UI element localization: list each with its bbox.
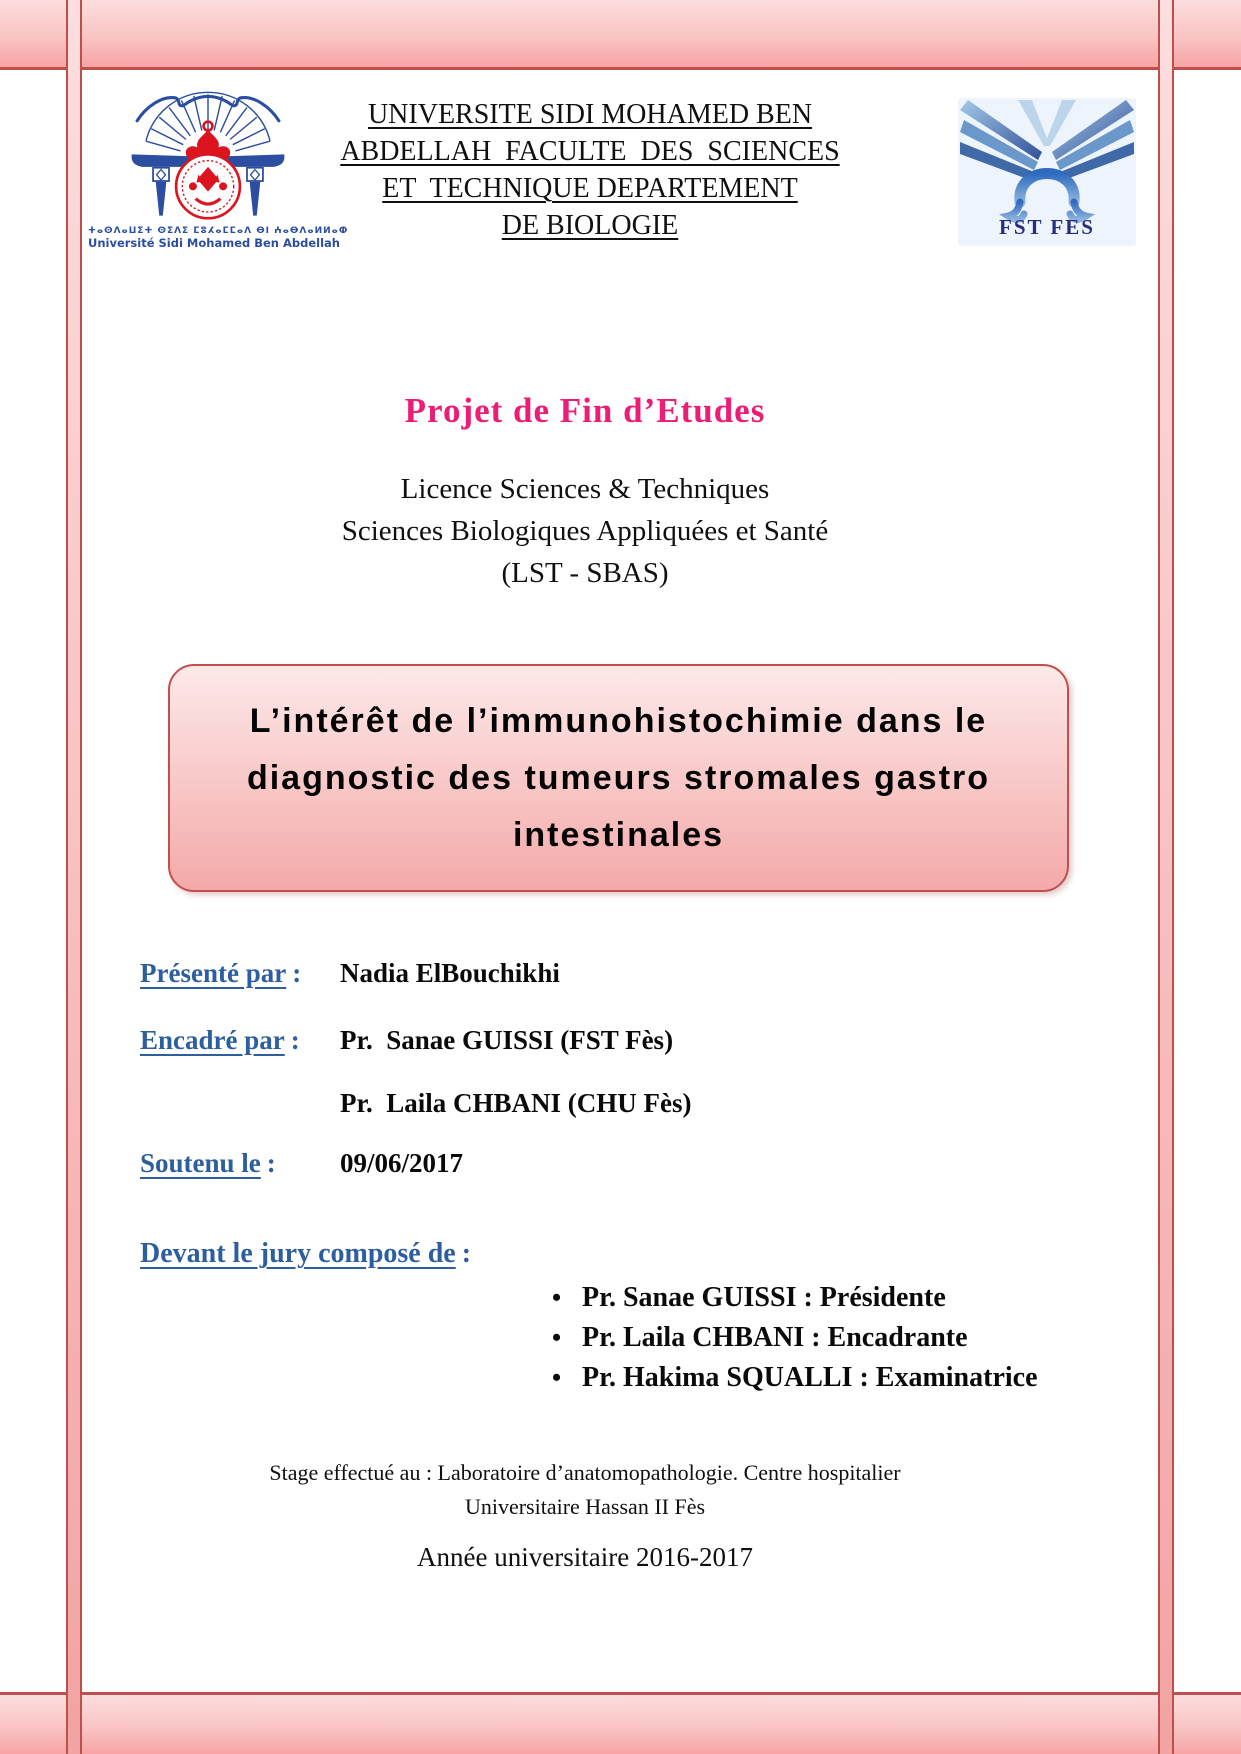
colon: : <box>290 1025 300 1055</box>
fst-fes-label: FST FES <box>999 215 1095 239</box>
university-header <box>330 96 850 244</box>
presented-by-value: Nadia ElBouchikhi <box>340 958 560 988</box>
program-line: Licence Sciences & Techniques <box>400 473 770 505</box>
university-caption: Université Sidi Mohamed Ben Abdellah <box>88 236 340 250</box>
supervised-by-row <box>140 1025 1151 1056</box>
university-seal-icon <box>88 80 328 220</box>
internship-note <box>85 1456 1085 1524</box>
defended-on-row <box>140 1148 1151 1179</box>
program-block <box>85 468 1085 594</box>
supervisor-1: Pr. Sanae GUISSI (FST Fès) <box>340 1025 674 1055</box>
top-border-band <box>0 0 1241 70</box>
defended-on-value: 09/06/2017 <box>340 1148 464 1178</box>
internship-line: Stage effectué au : Laboratoire d’anatomopathologie. Centre hospitalier <box>269 1460 901 1485</box>
internship-line: Universitaire Hassan II Fès <box>464 1494 706 1519</box>
thesis-title-line: diagnostic des tumeurs stromales gastro <box>246 758 991 797</box>
bullet-icon: • <box>552 1363 562 1392</box>
jury-member <box>552 1318 1038 1358</box>
defended-on-label: Soutenu le <box>140 1148 261 1178</box>
university-header-line: ET TECHNIQUE DEPARTEMENT <box>382 173 798 204</box>
fst-fes-logo <box>958 98 1136 246</box>
university-caption-tifinagh: ⵜⴰⵙⴷⴰⵡⵉⵜ ⵙⵉⴷⵉ ⵎⵓⵃⴰⵎⵎⴰⴷ ⴱⵏ ⵄⴰⴱⴷⴰⵍⵍⴰⵀ <box>88 226 349 236</box>
colon: : <box>266 1148 276 1178</box>
bullet-icon: • <box>552 1323 562 1352</box>
colon: : <box>292 958 302 988</box>
jury-heading: Devant le jury composé de <box>140 1238 456 1269</box>
program-line: Sciences Biologiques Appliquées et Santé <box>341 515 829 547</box>
thesis-title-box <box>168 664 1069 892</box>
thesis-title-line: intestinales <box>512 815 725 854</box>
academic-year: Année universitaire 2016-2017 <box>417 1542 753 1572</box>
jury-list <box>552 1278 1038 1398</box>
right-border-strip <box>1158 0 1174 1754</box>
document-type-title: Projet de Fin d’Etudes <box>404 391 766 430</box>
university-header-line: UNIVERSITE SIDI MOHAMED BEN <box>367 99 813 130</box>
colon: : <box>461 1238 472 1269</box>
jury-member <box>552 1358 1038 1398</box>
supervisor-2: Pr. Laila CHBANI (CHU Fès) <box>340 1088 692 1118</box>
university-seal <box>88 80 349 250</box>
supervised-by-label: Encadré par <box>140 1025 285 1055</box>
thesis-title-line: L’intérêt de l’immunohistochimie dans le <box>249 701 988 740</box>
bullet-icon: • <box>552 1283 562 1312</box>
presented-by-label: Présenté par <box>140 958 287 988</box>
jury-member-name: Pr. Laila CHBANI : Encadrante <box>582 1322 968 1353</box>
bottom-border-band <box>0 1692 1241 1754</box>
program-line: (LST - SBAS) <box>501 557 669 589</box>
jury-member-name: Pr. Hakima SQUALLI : Examinatrice <box>582 1362 1038 1393</box>
university-header-line: ABDELLAH FACULTE DES SCIENCES <box>340 136 840 167</box>
jury-member <box>552 1278 1038 1318</box>
jury-heading-row <box>140 1238 1151 1270</box>
jury-member-name: Pr. Sanae GUISSI : Présidente <box>582 1282 946 1313</box>
left-border-strip <box>66 0 82 1754</box>
university-header-line: DE BIOLOGIE <box>501 210 679 241</box>
presented-by-row <box>140 958 1151 989</box>
